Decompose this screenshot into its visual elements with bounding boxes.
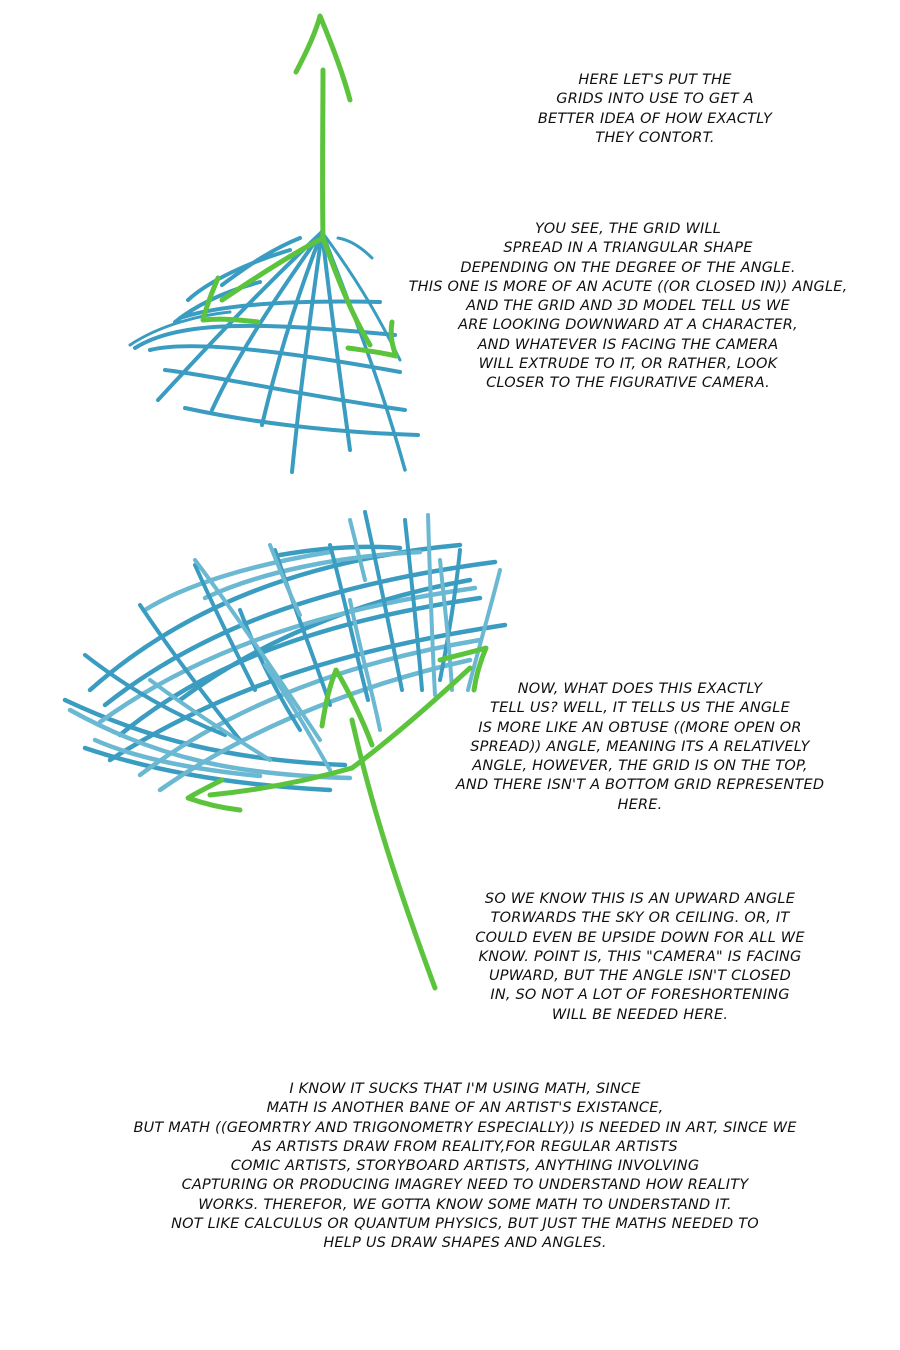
- upward-angle-note: SO WE KNOW THIS IS AN UPWARD ANGLE TORWARDS THE SKY OR CEILING. OR, IT COULD EVEN BE UPSIDE DOWN FOR ALL WE KNOW. POINT IS, THIS "CAMERA" IS FACING UPWARD, BUT THE ANGLE ISN'T CLOSED IN, SO NOT A LOT OF FORESHORTENING WILL BE NEEDED HERE.: [475, 891, 805, 1023]
- acute-grid-figure: [130, 16, 418, 472]
- acute-angle-note: YOU SEE, THE GRID WILL SPREAD IN A TRIANGULAR SHAPE DEPENDING ON THE DEGREE OF THE ANGLE. THIS ONE IS MORE OF AN ACUTE ((OR CLOSED IN)) ANGLE, AND THE GRID AND 3D MODEL TELL US WE ARE LOOKING DOWNWARD AT A CHARACTER, AND WHATEVER IS FACING THE CAMERA WILL EXTRUDE TO IT, OR RATHER, LOOK CLOSER TO THE FIGURATIVE CAMERA.: [408, 221, 848, 392]
- intro-note: HERE LET'S PUT THE GRIDS INTO USE TO GET A BETTER IDEA OF HOW EXACTLY THEY CONTORT.: [537, 72, 773, 146]
- obtuse-angle-note: NOW, WHAT DOES THIS EXACTLY TELL US? WELL, IT TELLS US THE ANGLE IS MORE LIKE AN OBTUSE ((MORE OPEN OR SPREAD)) ANGLE, MEANING ITS A RELATIVELY ANGLE, HOWEVER, THE GRID IS ON THE TOP, AND THERE ISN'T A BOTTOM GRID REPRESENTED HERE.: [455, 681, 825, 813]
- math-note: I KNOW IT SUCKS THAT I'M USING MATH, SINCE MATH IS ANOTHER BANE OF AN ARTIST'S EXISTANCE, BUT MATH ((GEOMRTRY AND TRIGONOMETRY ESPECIALLY)) IS NEEDED IN ART, SINCE WE AS ARTISTS DRAW FROM REALITY,FOR REGULAR ARTISTS COMIC ARTISTS, STORYBOARD ARTISTS, ANYTHING INVOLVING CAPTURING OR PRODUCING IMAGREY NEED TO UNDERSTAND HOW REALITY WORKS. THEREFOR, WE GOTTA KNOW SOME MATH TO UNDERSTAND IT. NOT LIKE CALCULUS OR QUANTUM PHYSICS, BUT JUST THE MATHS NEEDED TO HELP US DRAW SHAPES AND ANGLES.: [133, 1081, 797, 1252]
- acute-axes-arrow-icon: [203, 16, 396, 356]
